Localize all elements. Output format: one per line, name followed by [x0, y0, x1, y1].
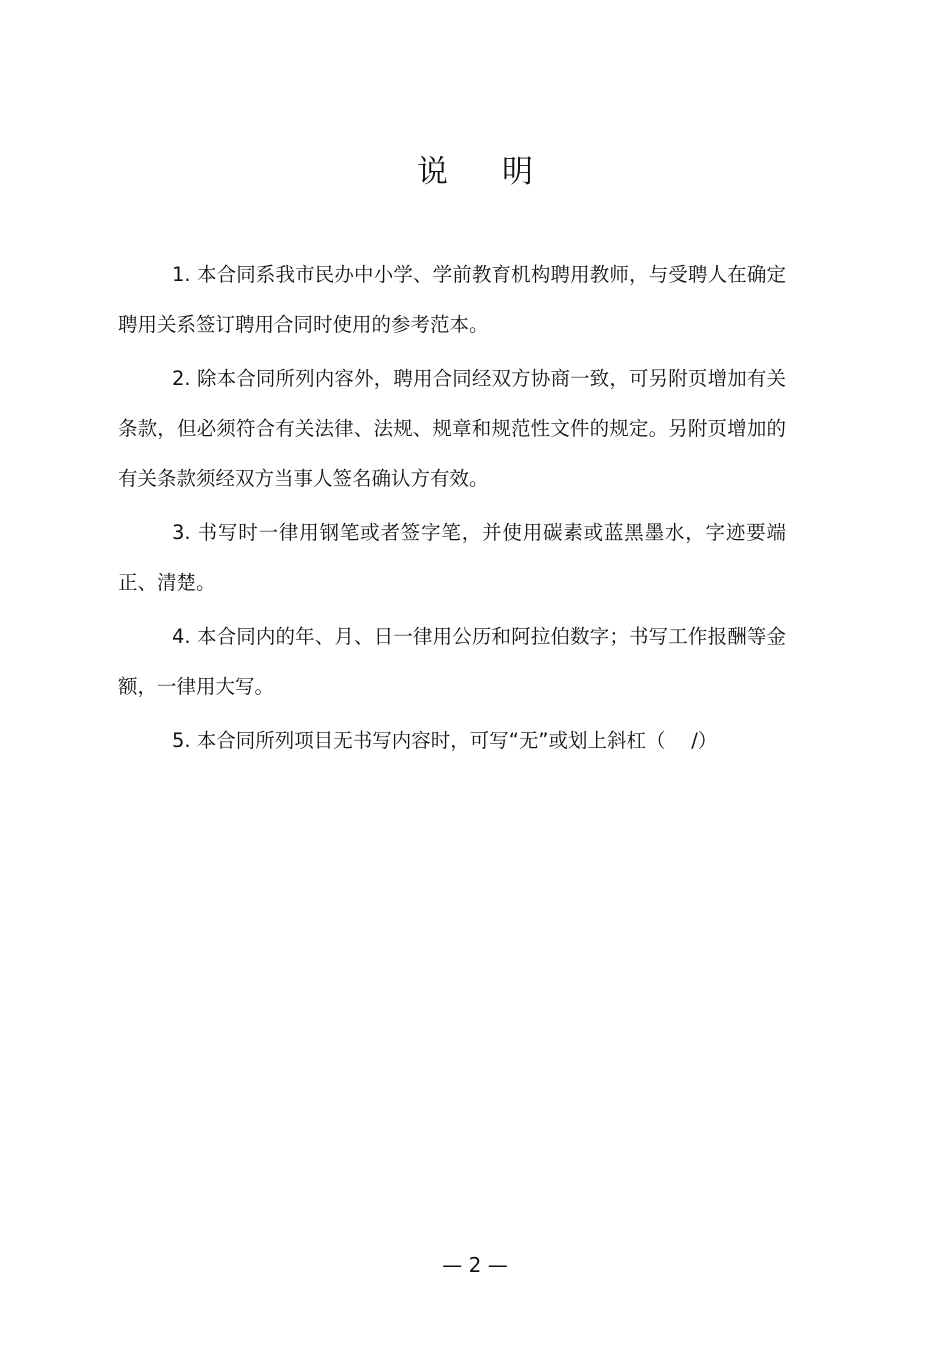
page-number: — 2 —: [442, 1253, 508, 1277]
instruction-paragraph-2: 2. 除本合同所列内容外，聘用合同经双方协商一致，可另附页增加有关条款，但必须符合有关法律、法规、规章和规范性文件的规定。另附页增加的有关条款须经双方当事人签名确认方有效。: [118, 367, 786, 490]
instruction-paragraph-4: 4. 本合同内的年、月、日一律用公历和阿拉伯数字；书写工作报酬等金额，一律用大写。: [118, 625, 786, 698]
instruction-paragraph-5: 5. 本合同所列项目无书写内容时，可写“无”或划上斜杠（ /）: [172, 729, 718, 752]
instruction-paragraph-3: 3. 书写时一律用钢笔或者签字笔，并使用碳素或蓝黑墨水，字迹要端正、清楚。: [118, 521, 786, 594]
instructions-body: [118, 250, 786, 770]
instruction-paragraph-1: 1. 本合同系我市民办中小学、学前教育机构聘用教师，与受聘人在确定聘用关系签订聘用合同时使用的参考范本。: [118, 263, 786, 336]
page-title: 说明: [417, 154, 587, 190]
